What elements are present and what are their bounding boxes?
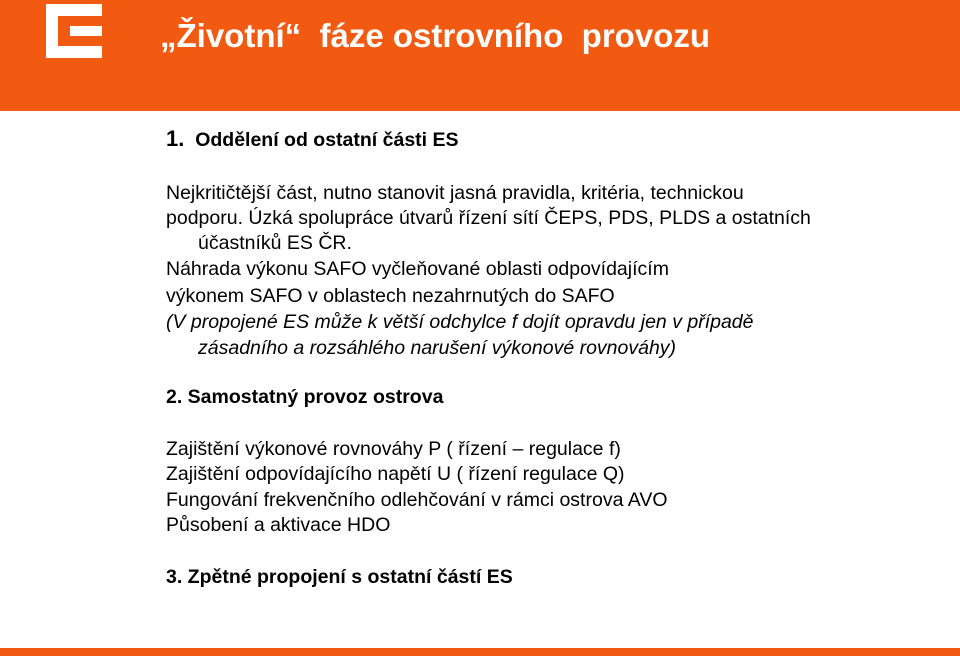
section1-para1-line2: podporu. Úzká spolupráce útvarů řízení sítí ČEPS, PDS, PLDS a ostatních [166, 207, 811, 229]
section1-para3-line1: (V propojené ES může k větší odchylce f dojít opravdu jen v případě [166, 311, 754, 333]
section1-heading [166, 127, 459, 152]
section3-heading: 3. Zpětné propojení s ostatní částí ES [166, 566, 513, 588]
page-title: „Životní“ fáze ostrovního provozu [160, 17, 711, 54]
section1-heading-label: Oddělení od ostatní části ES [195, 129, 459, 151]
section1-para1-line3: účastníků ES ČR. [198, 232, 352, 254]
section2-heading: 2. Samostatný provoz ostrova [166, 386, 444, 408]
section1-number: 1. [166, 126, 185, 151]
section2-item: Zajištění výkonové rovnováhy P ( řízení – regulace f) [166, 438, 621, 460]
header-bar [0, 0, 960, 111]
cez-logo-icon [46, 4, 102, 58]
footer-bar [0, 648, 960, 656]
section2-item: Působení a aktivace HDO [166, 514, 391, 536]
section1-para3-line2: zásadního a rozsáhlého narušení výkonové rovnováhy) [198, 337, 677, 359]
section1-para2-line2: výkonem SAFO v oblastech nezahrnutých do SAFO [166, 285, 615, 307]
section2-item: Zajištění odpovídajícího napětí U ( řízení regulace Q) [166, 463, 625, 485]
section1-para1-line1: Nejkritičtější část, nutno stanovit jasná pravidla, kritéria, technickou [166, 182, 744, 204]
section1-para2-line1: Náhrada výkonu SAFO vyčleňované oblasti odpovídajícím [166, 258, 669, 280]
section2-item: Fungování frekvenčního odlehčování v rámci ostrova AVO [166, 489, 668, 511]
